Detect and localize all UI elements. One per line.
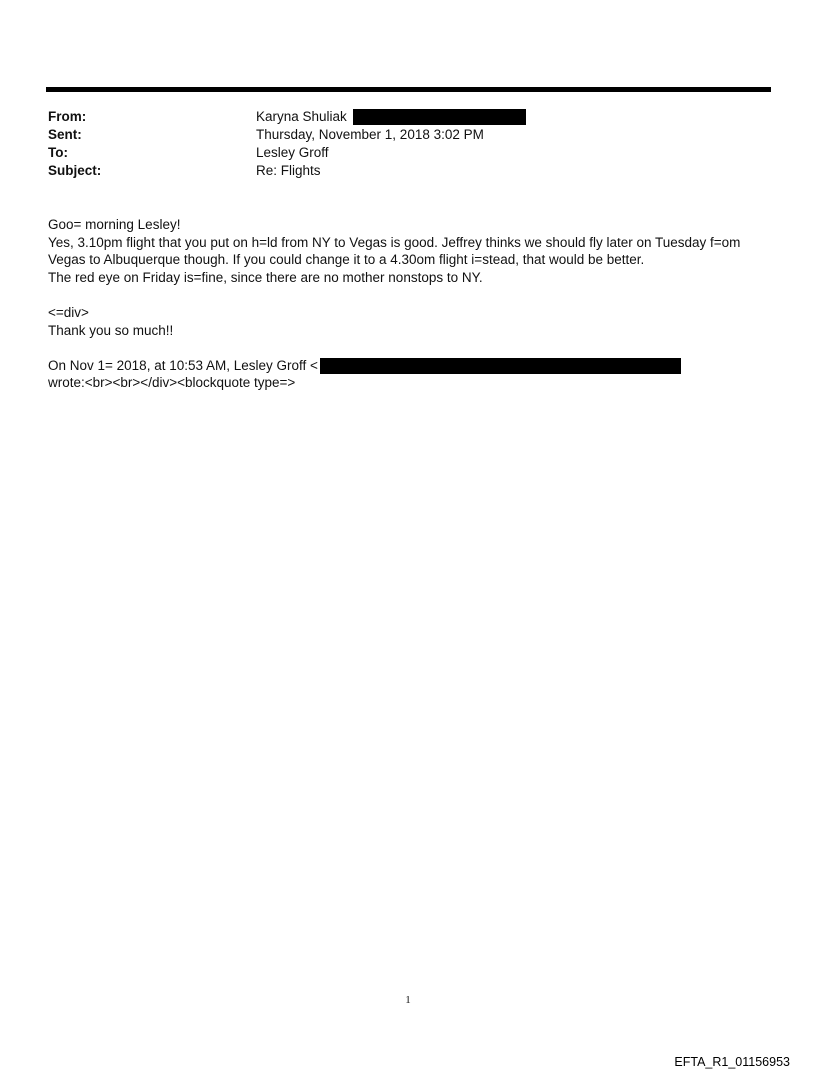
sent-row (48, 126, 748, 144)
to-label: To: (48, 145, 68, 160)
document-id: EFTA_R1_01156953 (674, 1055, 790, 1069)
subject-label: Subject: (48, 163, 102, 178)
quote-intro-line (48, 357, 768, 375)
from-label: From: (48, 109, 87, 124)
header-rule (46, 87, 771, 92)
quote-tail-line: wrote:<br><br></div><blockquote type=> (48, 375, 296, 391)
redaction-box (320, 358, 681, 374)
body-line: The red eye on Friday is=fine, since there are no mother nonstops to NY. (48, 269, 483, 285)
email-body (48, 216, 768, 392)
greeting-line: Goo= morning Lesley! (48, 217, 181, 232)
sent-value: Thursday, November 1, 2018 3:02 PM (256, 127, 484, 142)
from-value (256, 108, 526, 126)
thanks-line: Thank you so much!! (48, 322, 174, 338)
body-line: Yes, 3.10pm flight that you put on h=ld from NY to Vegas is good. Jeffrey thinks we should fly later on Tuesday f=om (48, 234, 741, 250)
body-line: Vegas to Albuquerque though. If you could change it to a 4.30om flight i=stead, that would be better. (48, 252, 645, 268)
email-header (48, 108, 748, 180)
from-name: Karyna Shuliak (256, 109, 347, 124)
subject-row (48, 162, 748, 180)
page-number: 1 (405, 994, 411, 1006)
redaction-box (353, 109, 526, 125)
spacer (48, 286, 768, 304)
to-value: Lesley Groff (256, 145, 329, 160)
spacer (48, 339, 768, 357)
body-line: <=div> (48, 304, 89, 320)
subject-value: Re: Flights (256, 163, 321, 178)
to-row (48, 144, 748, 162)
sent-label: Sent: (48, 127, 82, 142)
from-row (48, 108, 748, 126)
quote-intro-text: On Nov 1= 2018, at 10:53 AM, Lesley Groff < (48, 357, 318, 373)
